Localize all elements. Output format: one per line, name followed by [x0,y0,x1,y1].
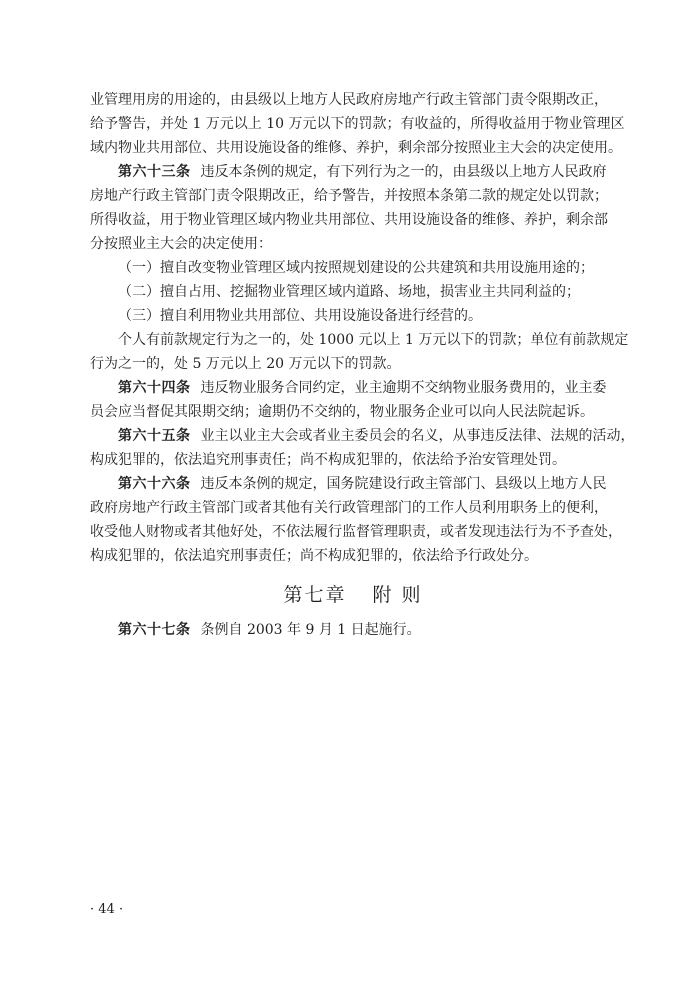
list-item: （二）擅自占用、挖掘物业管理区域内道路、场地，损害业主共同利益的； [118,284,580,300]
text-line: 个人有前款规定行为之一的，处 1000 元以上 1 万元以下的罚款；单位有前款规定 [118,332,629,348]
article-text: 违反物业服务合同约定，业主逾期不交纳物业服务费用的，业主委 [200,380,607,396]
article-64 [90,376,616,424]
text-line: 房地产行政主管部门责令限期改正，给予警告，并按照本条第二款的规定处以罚款； [90,188,608,204]
chapter-number: 第七章 [283,584,347,606]
text-line [90,618,616,642]
article-label: 第六十四条 [118,380,191,396]
article-63 [90,160,616,256]
article-label: 第六十三条 [118,164,191,180]
chapter-title: 附 则 [372,584,423,606]
text-line: 域内物业共用部位、共用设施设备的维修、养护，剩余部分按照业主大会的决定使用。 [90,140,622,156]
chapter-heading [90,574,616,616]
penalty-paragraph [90,328,629,376]
text-line: 员会应当督促其限期交纳；逾期仍不交纳的，物业服务企业可以向人民法院起诉。 [90,404,594,420]
list-item: （三）擅自利用物业共用部位、共用设施设备进行经营的。 [118,308,482,324]
paragraph-continuation [90,88,625,160]
text-line: 政府房地产行政主管部门或者其他有关行政管理部门的工作人员利用职务上的便利， [90,500,608,516]
text-line: 行为之一的，处 5 万元以上 20 万元以下的罚款。 [90,356,401,372]
article-63-items [90,256,616,328]
text-line [90,472,616,496]
article-text: 违反本条例的规定，国务院建设行政主管部门、县级以上地方人民 [200,476,607,492]
article-label: 第六十七条 [118,622,191,638]
article-text: 业主以业主大会或者业主委员会的名义，从事违反法律、法规的活动， [200,428,635,444]
text-line: 所得收益，用于物业管理区域内物业共用部位、共用设施设备的维修、养护，剩余部 [90,212,608,228]
document-page [90,88,635,642]
article-66 [90,472,622,568]
article-label: 第六十六条 [118,476,191,492]
article-text: 条例自 2003 年 9 月 1 日起施行。 [200,622,421,638]
text-line [90,424,635,448]
article-67 [90,618,616,642]
text-line: 业管理用房的用途的，由县级以上地方人民政府房地产行政主管部门责令限期改正， [90,92,608,108]
page-number: · 44 · [90,902,124,917]
article-text: 违反本条例的规定，有下列行为之一的，由县级以上地方人民政府 [200,164,607,180]
text-line: 收受他人财物或者其他好处，不依法履行监督管理职责，或者发现违法行为不予查处， [90,524,622,540]
text-line: 构成犯罪的，依法追究刑事责任；尚不构成犯罪的，依法给予治安管理处罚。 [90,452,566,468]
text-line: 给予警告，并处 1 万元以上 10 万元以下的罚款；有收益的，所得收益用于物业管理区 [90,116,625,132]
article-65 [90,424,635,472]
text-line [90,160,616,184]
text-line [90,376,616,400]
list-item: （一）擅自改变物业管理区域内按照规划建设的公共建筑和共用设施用途的； [118,260,594,276]
article-label: 第六十五条 [118,428,191,444]
text-line: 分按照业主大会的决定使用： [90,236,272,252]
text-line: 构成犯罪的，依法追究刑事责任；尚不构成犯罪的，依法给予行政处分。 [90,548,538,564]
